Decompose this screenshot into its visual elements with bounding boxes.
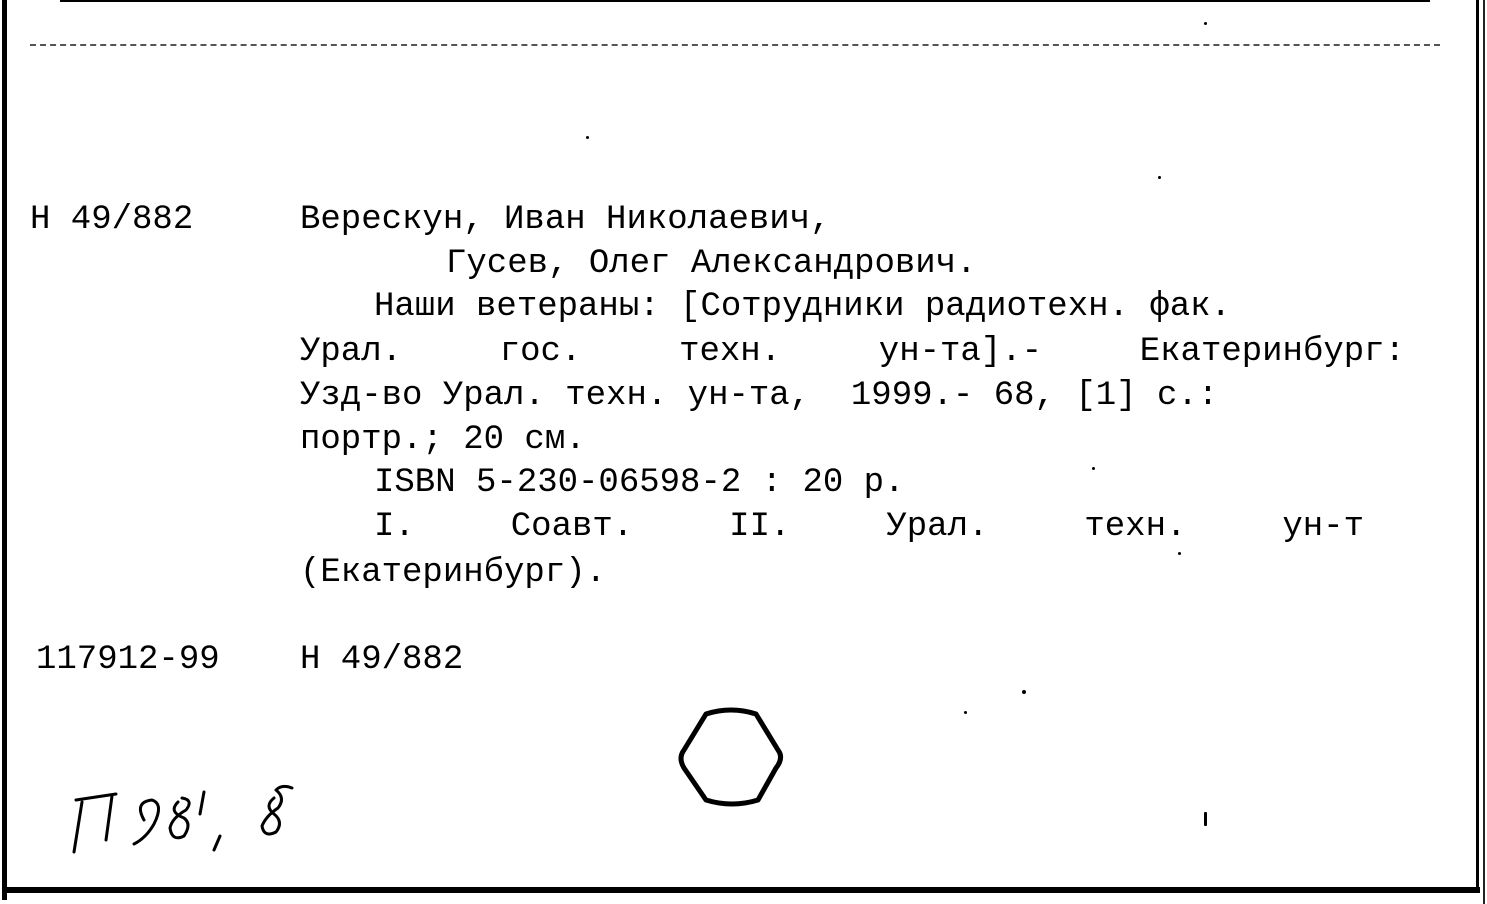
tracing-word: Урал.	[886, 508, 989, 546]
handwritten-note	[60, 770, 320, 880]
title-line-1: Наши ветераны: [Сотрудники радиотехн. фак.	[374, 288, 1231, 326]
title-line-2-word: гос.	[499, 333, 582, 371]
isbn-line: ISBN 5-230-06598-2 : 20 р.	[374, 464, 905, 502]
circular-stamp-icon	[676, 706, 786, 810]
tracing-word: I.	[374, 508, 415, 546]
tracing-word: техн.	[1084, 508, 1187, 546]
scan-speck	[1178, 552, 1181, 555]
top-dashed-rule	[30, 44, 1440, 46]
title-line-2-word: Екатеринбург:	[1139, 333, 1405, 371]
card-bottom-edge	[2, 887, 1480, 893]
tracing-word: ун-т	[1282, 508, 1364, 546]
accession-shelf-mark: Н 49/882	[300, 641, 464, 679]
card-top-edge	[60, 0, 1430, 2]
title-line-2-word: ун-та].-	[878, 333, 1043, 371]
author-heading-1: Верескун, Иван Николаевич,	[300, 201, 831, 239]
title-line-2	[300, 332, 1405, 372]
tracing-word: Соавт.	[510, 508, 634, 546]
title-line-3: Узд-во Урал. техн. ун-та, 1999.- 68, [1] с.:	[300, 377, 1219, 415]
shelf-mark: Н 49/882	[30, 201, 194, 239]
author-heading-2: Гусев, Олег Александрович.	[446, 245, 977, 283]
scan-speck	[1022, 690, 1026, 694]
scan-speck	[964, 711, 967, 714]
handwritten-note-text: П98,8	[60, 875, 64, 876]
title-line-4: портр.; 20 см.	[300, 421, 586, 459]
title-line-2-word: Урал.	[300, 333, 403, 371]
scan-speck	[1158, 176, 1161, 179]
card-right-edge	[1476, 0, 1479, 893]
scan-speck	[1204, 812, 1207, 826]
tracing-line-1	[374, 507, 1364, 547]
tracing-line-2: (Екатеринбург).	[300, 554, 607, 592]
title-line-2-word: техн.	[679, 333, 782, 371]
tracing-word: II.	[729, 508, 791, 546]
card-right-outer-edge	[1483, 0, 1485, 904]
scan-speck	[1204, 22, 1207, 25]
scan-speck	[1092, 467, 1095, 470]
scan-speck	[586, 136, 589, 139]
accession-number: 117912-99	[36, 641, 220, 679]
card-left-edge	[2, 0, 7, 900]
